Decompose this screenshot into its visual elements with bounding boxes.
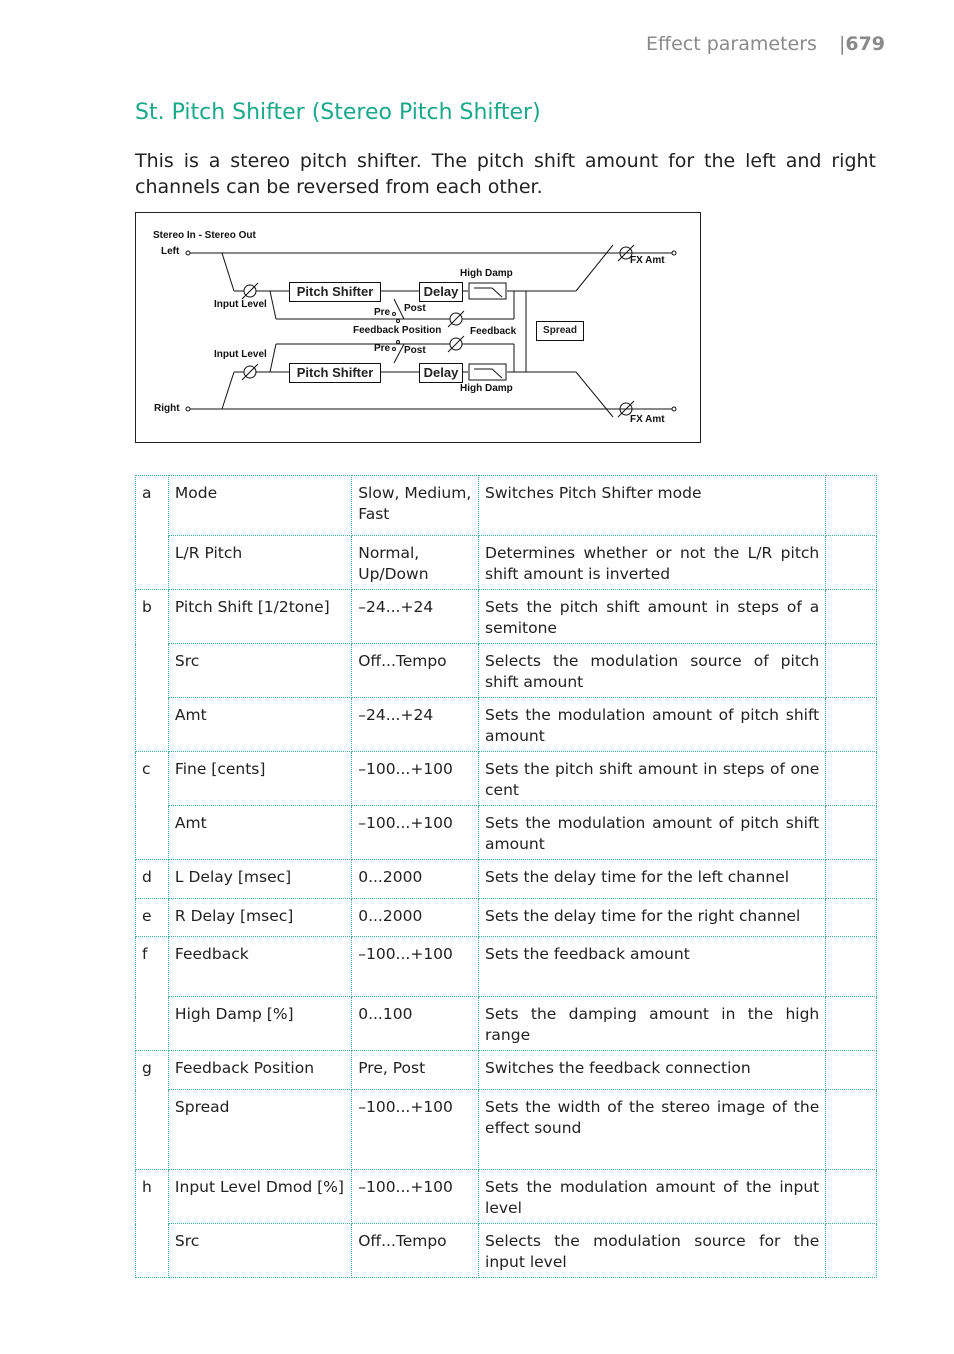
table-row — [136, 899, 877, 937]
param-range: 0...2000 — [352, 899, 479, 937]
blank-cell — [826, 1051, 877, 1090]
delay-bottom-box: Delay — [419, 363, 463, 383]
param-desc: Determines whether or not the L/R pitch shift amount is inverted — [479, 536, 826, 590]
param-desc: Sets the width of the stereo image of the effect sound — [479, 1090, 826, 1170]
post-top-label: Post — [404, 303, 426, 314]
param-range: 0...100 — [352, 997, 479, 1051]
param-name: L Delay [msec] — [168, 860, 351, 899]
row-key: d — [136, 860, 169, 899]
header-separator: | — [838, 33, 846, 55]
blank-cell — [826, 806, 877, 860]
row-key: e — [136, 899, 169, 937]
section-name: Effect parameters — [646, 33, 817, 55]
table-row — [136, 644, 877, 698]
table-row — [136, 1170, 877, 1224]
param-range: –24...+24 — [352, 590, 479, 644]
param-range: –100...+100 — [352, 937, 479, 997]
row-key: c — [136, 752, 169, 806]
signal-flow-diagram — [135, 212, 701, 443]
param-range: Normal, Up/Down — [352, 536, 479, 590]
row-key: g — [136, 1051, 169, 1090]
param-desc: Sets the delay time for the right channel — [479, 899, 826, 937]
param-name: L/R Pitch — [168, 536, 351, 590]
param-name: R Delay [msec] — [168, 899, 351, 937]
blank-cell — [826, 644, 877, 698]
input-level-bottom-label: Input Level — [214, 349, 267, 360]
high-damp-top-label: High Damp — [460, 268, 513, 279]
param-desc: Sets the modulation amount of pitch shift amount — [479, 698, 826, 752]
table-row — [136, 536, 877, 590]
param-range: –100...+100 — [352, 1090, 479, 1170]
row-key — [136, 1090, 169, 1170]
table-row — [136, 1090, 877, 1170]
feedback-position-label: Feedback Position — [353, 325, 442, 336]
parameter-table — [135, 475, 877, 1278]
blank-cell — [826, 536, 877, 590]
param-range: –100...+100 — [352, 1170, 479, 1224]
blank-cell — [826, 937, 877, 997]
pitch-shifter-bottom-box: Pitch Shifter — [289, 363, 381, 383]
param-desc: Sets the modulation amount of pitch shift amount — [479, 806, 826, 860]
row-key — [136, 997, 169, 1051]
post-bottom-label: Post — [404, 345, 426, 356]
row-key: a — [136, 476, 169, 536]
pre-bottom-label: Pre — [374, 343, 391, 354]
high-damp-bottom-label: High Damp — [460, 383, 513, 394]
page-number: 679 — [845, 33, 886, 55]
table-row — [136, 752, 877, 806]
row-key: h — [136, 1170, 169, 1224]
blank-cell — [826, 1090, 877, 1170]
param-name: Spread — [168, 1090, 351, 1170]
table-row — [136, 590, 877, 644]
param-name: Src — [168, 644, 351, 698]
param-desc: Switches the feedback connection — [479, 1051, 826, 1090]
blank-cell — [826, 997, 877, 1051]
fx-amt-bottom-label: FX Amt — [630, 414, 665, 425]
param-name: Amt — [168, 698, 351, 752]
param-desc: Sets the modulation amount of the input level — [479, 1170, 826, 1224]
blank-cell — [826, 752, 877, 806]
param-name: Feedback Position — [168, 1051, 351, 1090]
page-title: St. Pitch Shifter (Stereo Pitch Shifter) — [135, 100, 541, 125]
param-name: Input Level Dmod [%] — [168, 1170, 351, 1224]
blank-cell — [826, 860, 877, 899]
blank-cell — [826, 1170, 877, 1224]
param-range: Pre, Post — [352, 1051, 479, 1090]
param-desc: Sets the feedback amount — [479, 937, 826, 997]
fx-amt-top-label: FX Amt — [630, 255, 665, 266]
input-level-top-label: Input Level — [214, 299, 267, 310]
param-name: Fine [cents] — [168, 752, 351, 806]
param-desc: Selects the modulation source of pitch shift amount — [479, 644, 826, 698]
table-row — [136, 698, 877, 752]
param-name: Src — [168, 1224, 351, 1278]
param-desc: Switches Pitch Shifter mode — [479, 476, 826, 536]
param-name: Mode — [168, 476, 351, 536]
param-range: Off...Tempo — [352, 644, 479, 698]
param-name: Pitch Shift [1/2tone] — [168, 590, 351, 644]
row-key: f — [136, 937, 169, 997]
blank-cell — [826, 590, 877, 644]
spread-box: Spread — [536, 321, 584, 341]
pitch-shifter-top-box: Pitch Shifter — [289, 282, 381, 302]
param-desc: Selects the modulation source for the input level — [479, 1224, 826, 1278]
blank-cell — [826, 899, 877, 937]
table-row — [136, 937, 877, 997]
pre-top-label: Pre — [374, 307, 391, 318]
row-key — [136, 536, 169, 590]
row-key: b — [136, 590, 169, 644]
feedback-label: Feedback — [470, 326, 517, 337]
table-row — [136, 806, 877, 860]
param-name: High Damp [%] — [168, 997, 351, 1051]
param-range: 0...2000 — [352, 860, 479, 899]
param-desc: Sets the delay time for the left channel — [479, 860, 826, 899]
table-row — [136, 997, 877, 1051]
table-row — [136, 476, 877, 536]
row-key — [136, 644, 169, 698]
param-range: –24...+24 — [352, 698, 479, 752]
stereo-label: Stereo In - Stereo Out — [153, 230, 256, 241]
param-desc: Sets the pitch shift amount in steps of one cent — [479, 752, 826, 806]
page-header — [646, 33, 885, 55]
table-row — [136, 1051, 877, 1090]
param-desc: Sets the pitch shift amount in steps of a semitone — [479, 590, 826, 644]
param-range: Off...Tempo — [352, 1224, 479, 1278]
param-range: –100...+100 — [352, 806, 479, 860]
left-label: Left — [161, 246, 180, 257]
intro-paragraph: This is a stereo pitch shifter. The pitch shift amount for the left and right channels can be reversed from each other. — [135, 150, 876, 198]
row-key — [136, 1224, 169, 1278]
row-key — [136, 806, 169, 860]
blank-cell — [826, 476, 877, 536]
right-label: Right — [154, 403, 180, 414]
param-name: Feedback — [168, 937, 351, 997]
blank-cell — [826, 698, 877, 752]
table-row — [136, 860, 877, 899]
param-name: Amt — [168, 806, 351, 860]
param-range: Slow, Medium, Fast — [352, 476, 479, 536]
param-desc: Sets the damping amount in the high range — [479, 997, 826, 1051]
param-range: –100...+100 — [352, 752, 479, 806]
table-row — [136, 1224, 877, 1278]
blank-cell — [826, 1224, 877, 1278]
row-key — [136, 698, 169, 752]
delay-top-box: Delay — [419, 282, 463, 302]
